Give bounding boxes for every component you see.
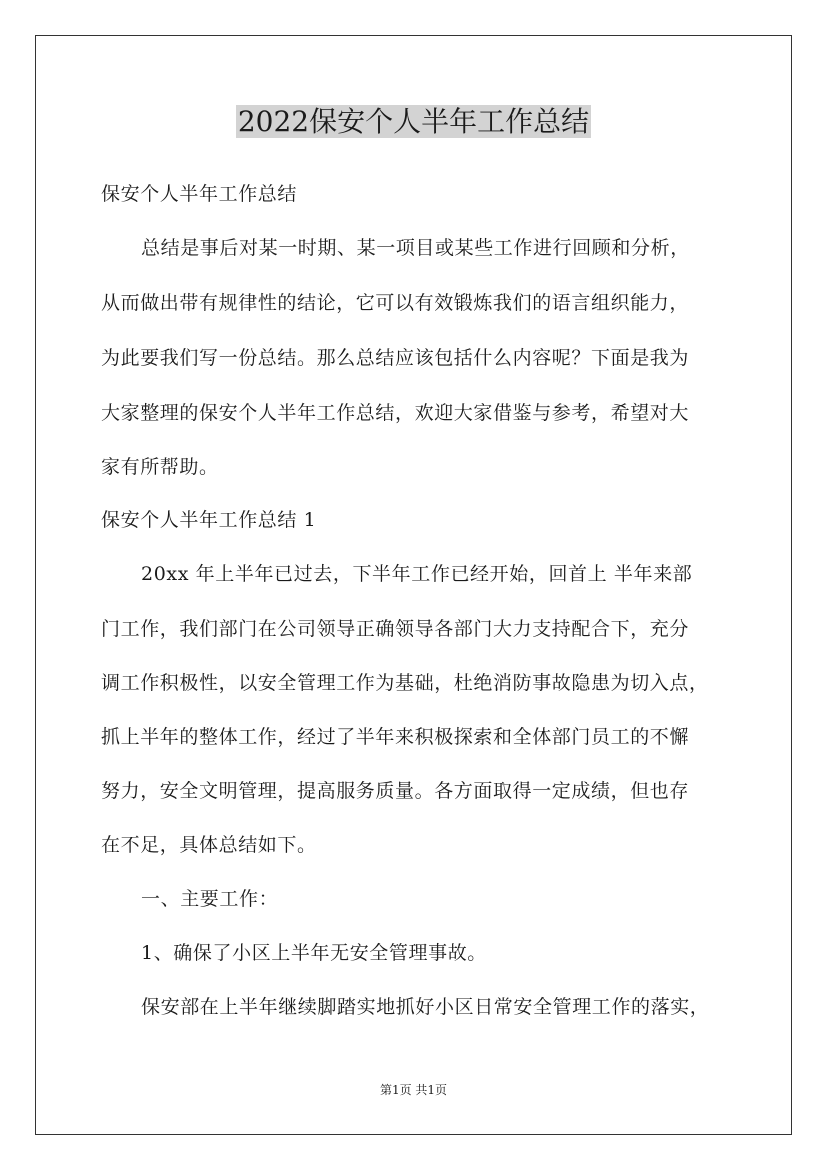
section1-line-6: 在不足，具体总结如下。 bbox=[101, 834, 317, 856]
intro-line-4: 大家整理的保安个人半年工作总结，欢迎大家借鉴与参考，希望对大 bbox=[101, 402, 690, 424]
section1-line-3: 调工作积极性，以安全管理工作为基础，杜绝消防事故隐患为切入点， bbox=[101, 672, 709, 694]
page-footer: 第1页 共1页 bbox=[379, 1083, 448, 1097]
intro-line-3: 为此要我们写一份总结。那么总结应该包括什么内容呢？下面是我为 bbox=[101, 347, 690, 369]
document-title: 2022保安个人半年工作总结 bbox=[237, 105, 590, 138]
section1-line-1: 20xx 年上半年已过去，下半年工作已经开始，回首上 半年来部 bbox=[141, 563, 693, 585]
document-subtitle: 保安个人半年工作总结 bbox=[101, 183, 298, 205]
item-1-text: 保安部在上半年继续脚踏实地抓好小区日常安全管理工作的落实， bbox=[141, 996, 710, 1018]
intro-line-5: 家有所帮助。 bbox=[101, 456, 219, 478]
section1-heading: 保安个人半年工作总结 1 bbox=[101, 509, 317, 531]
section1-line-5: 努力，安全文明管理，提高服务质量。各方面取得一定成绩，但也存 bbox=[101, 780, 690, 802]
intro-line-1: 总结是事后对某一时期、某一项目或某些工作进行回顾和分析， bbox=[141, 237, 690, 259]
item-1-heading: 1、确保了小区上半年无安全管理事故。 bbox=[141, 942, 487, 964]
intro-line-2: 从而做出带有规律性的结论，它可以有效锻炼我们的语言组织能力， bbox=[101, 292, 690, 314]
section1-line-2: 门工作，我们部门在公司领导正确领导各部门大力支持配合下，充分 bbox=[101, 618, 690, 640]
section1-line-4: 抓上半年的整体工作，经过了半年来积极探索和全体部门员工的不懈 bbox=[101, 726, 690, 748]
main-work-heading: 一、主要工作： bbox=[141, 888, 279, 910]
